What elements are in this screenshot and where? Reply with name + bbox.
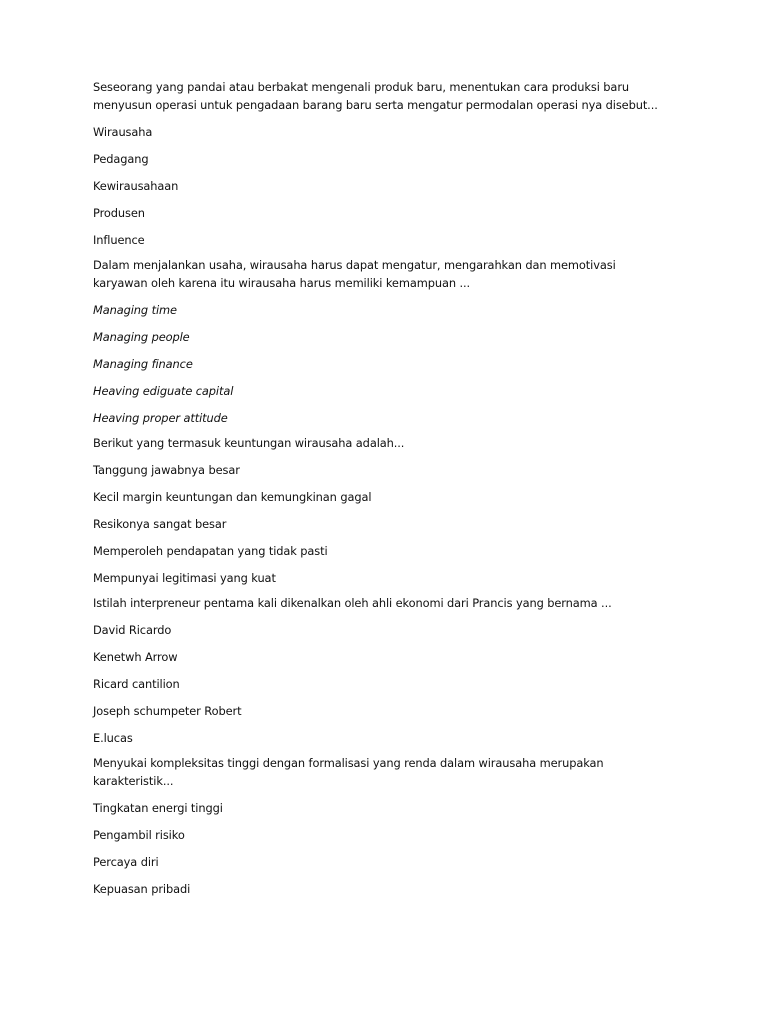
answer-option: Kepuasan pribadi — [93, 882, 191, 896]
question-line: karakteristik... — [93, 774, 174, 788]
question-line: Dalam menjalankan usaha, wirausaha harus dapat mengatur, mengarahkan dan memotivasi — [93, 258, 616, 272]
question-line: Seseorang yang pandai atau berbakat mengenali produk baru, menentukan cara produksi baru — [93, 80, 630, 94]
answer-option: Kewirausahaan — [93, 179, 179, 193]
answer-option: Heaving ediguate capital — [93, 384, 234, 398]
question-line: Menyukai kompleksitas tinggi dengan formalisasi yang renda dalam wirausaha merupakan — [93, 756, 604, 770]
question-line: menyusun operasi untuk pengadaan barang baru serta mengatur permodalan operasi nya disebut... — [93, 98, 658, 112]
answer-option: Managing finance — [93, 357, 193, 371]
question-line: Istilah interpreneur pentama kali dikenalkan oleh ahli ekonomi dari Prancis yang bernama ... — [93, 596, 612, 610]
answer-option: Memperoleh pendapatan yang tidak pasti — [93, 544, 328, 558]
answer-option: Influence — [93, 233, 145, 247]
answer-option: Managing time — [93, 303, 177, 317]
answer-option: Ricard cantilion — [93, 677, 180, 691]
answer-option: Joseph schumpeter Robert — [93, 704, 242, 718]
answer-option: Heaving proper attitude — [93, 411, 228, 425]
answer-option: Wirausaha — [93, 125, 153, 139]
answer-option: E.lucas — [93, 731, 133, 745]
answer-option: Resikonya sangat besar — [93, 517, 227, 531]
question-line: Berikut yang termasuk keuntungan wirausaha adalah... — [93, 436, 405, 450]
answer-option: Pedagang — [93, 152, 149, 166]
answer-option: David Ricardo — [93, 623, 172, 637]
answer-option: Tanggung jawabnya besar — [93, 463, 240, 477]
answer-option: Kenetwh Arrow — [93, 650, 178, 664]
answer-option: Produsen — [93, 206, 145, 220]
answer-option: Kecil margin keuntungan dan kemungkinan gagal — [93, 490, 372, 504]
answer-option: Percaya diri — [93, 855, 159, 869]
answer-option: Managing people — [93, 330, 190, 344]
answer-option: Mempunyai legitimasi yang kuat — [93, 571, 276, 585]
document-page — [93, 78, 733, 898]
question-line: karyawan oleh karena itu wirausaha harus memiliki kemampuan ... — [93, 276, 471, 290]
answer-option: Tingkatan energi tinggi — [93, 801, 223, 815]
answer-option: Pengambil risiko — [93, 828, 185, 842]
